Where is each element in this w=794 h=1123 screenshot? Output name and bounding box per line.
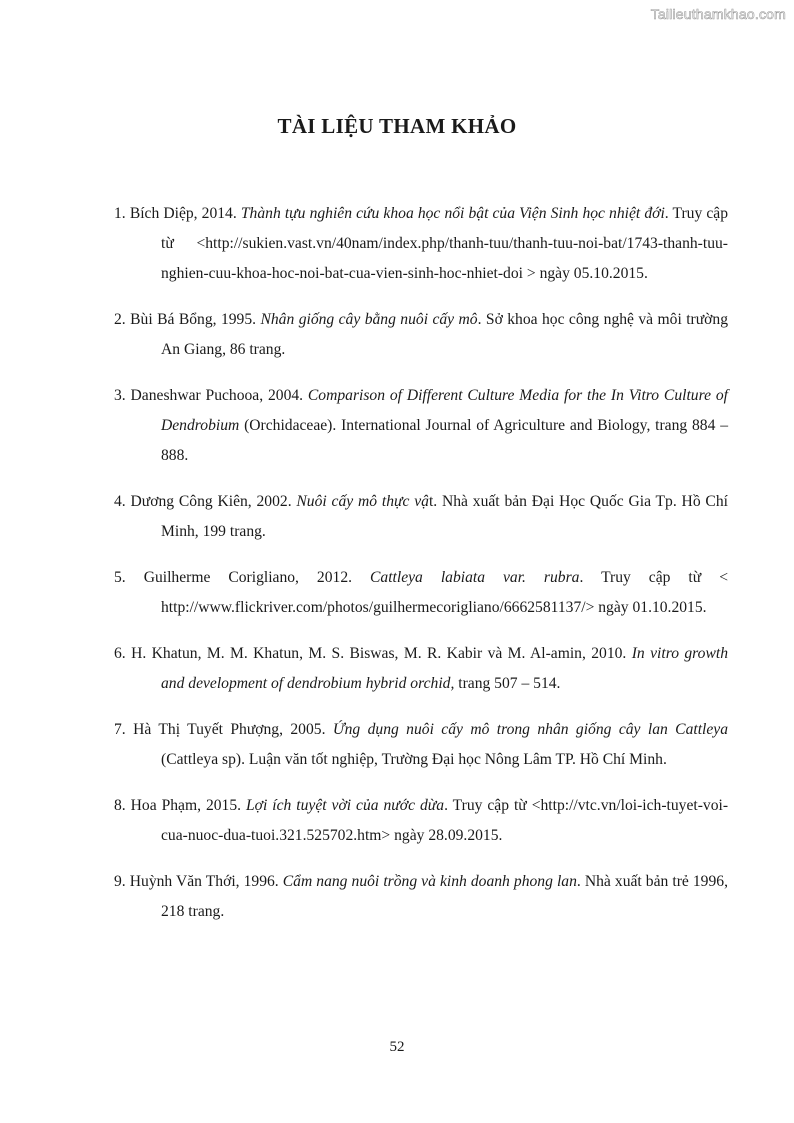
reference-authors: Hoa Phạm, 2015. bbox=[130, 797, 242, 814]
reference-authors: Daneshwar Puchooa, 2004. bbox=[130, 387, 304, 404]
reference-number: 3. bbox=[114, 387, 126, 404]
reference-list bbox=[114, 199, 728, 943]
reference-work-title: Cẩm nang nuôi trồng và kinh doanh phong lan bbox=[282, 873, 577, 890]
reference-item bbox=[114, 639, 728, 699]
watermark: Tailieuthamkhao.com bbox=[650, 6, 786, 22]
reference-authors: Dương Công Kiên, 2002. bbox=[130, 493, 292, 510]
reference-details: t. Nhà xuất bản Đại Học Quốc Gia Tp. Hồ Chí Minh, 199 trang. bbox=[161, 493, 728, 540]
reference-item bbox=[114, 715, 728, 775]
reference-number: 8. bbox=[114, 797, 126, 814]
reference-details: (Orchidaceae). International Journal of Agriculture and Biology, trang 884 – 888. bbox=[161, 417, 728, 464]
reference-work-title: Nhân giống cây bằng nuôi cấy mô bbox=[260, 311, 478, 328]
reference-details: . Sở khoa học công nghệ và môi trường An Giang, 86 trang. bbox=[161, 311, 729, 358]
reference-item bbox=[114, 563, 728, 623]
reference-details: . Truy cập từ <http://sukien.vast.vn/40nam/index.php/thanh-tuu/thanh-tuu-noi-bat/1743-thanh-tuu-nghien-cuu-khoa-hoc-noi-bat-cua-vien-sinh-hoc-nhiet-doi > ngày 05.10.2015. bbox=[161, 205, 729, 282]
reference-number: 1. bbox=[114, 205, 126, 222]
reference-work-title: Lợi ích tuyệt vời của nước dừa bbox=[246, 797, 445, 814]
reference-details: trang 507 – 514. bbox=[454, 675, 561, 692]
reference-authors: Bích Diệp, 2014. bbox=[129, 205, 237, 222]
reference-work-title: Thành tựu nghiên cứu khoa học nổi bật của Viện Sinh học nhiệt đới bbox=[240, 205, 665, 222]
reference-item bbox=[114, 791, 728, 851]
reference-work-title: In vitro growth and development of dendrobium hybrid orchid, bbox=[161, 645, 728, 692]
reference-number: 5. bbox=[114, 569, 126, 586]
reference-item bbox=[114, 381, 728, 471]
reference-details: . Truy cập từ <http://vtc.vn/loi-ich-tuyet-voi-cua-nuoc-dua-tuoi.321.525702.htm> ngày 28.09.2015. bbox=[161, 797, 729, 844]
reference-authors: H. Khatun, M. M. Khatun, M. S. Biswas, M. R. Kabir và M. Al-amin, 2010. bbox=[131, 645, 627, 662]
reference-item bbox=[114, 867, 728, 927]
page-title: TÀI LIỆU THAM KHẢO bbox=[277, 114, 517, 138]
reference-number: 6. bbox=[114, 645, 126, 662]
reference-number: 7. bbox=[114, 721, 126, 738]
reference-item bbox=[114, 305, 728, 365]
reference-authors: Hà Thị Tuyết Phượng, 2005. bbox=[133, 721, 326, 738]
reference-number: 2. bbox=[114, 311, 126, 328]
page-number: 52 bbox=[389, 1039, 405, 1055]
reference-authors: Huỳnh Văn Thới, 1996. bbox=[129, 873, 279, 890]
reference-number: 9. bbox=[114, 873, 126, 890]
reference-details: . Nhà xuất bản trẻ 1996, 218 trang. bbox=[161, 873, 728, 920]
reference-item bbox=[114, 487, 728, 547]
reference-work-title: Comparison of Different Culture Media for the In Vitro Culture of Dendrobium bbox=[161, 387, 728, 434]
reference-authors: Bùi Bá Bổng, 1995. bbox=[130, 311, 257, 328]
reference-details: (Cattleya sp). Luận văn tốt nghiệp, Trường Đại học Nông Lâm TP. Hồ Chí Minh. bbox=[161, 751, 667, 768]
reference-work-title: Cattleya labiata var. rubra bbox=[370, 569, 580, 586]
reference-details: . Truy cập từ < http://www.flickriver.com/photos/guilhermecorigliano/6662581137/> ngày 01.10.2015. bbox=[161, 569, 728, 616]
reference-work-title: Ứng dụng nuôi cấy mô trong nhân giống cây lan Cattleya bbox=[332, 721, 729, 738]
reference-item bbox=[114, 199, 728, 289]
reference-number: 4. bbox=[114, 493, 126, 510]
reference-authors: Guilherme Corigliano, 2012. bbox=[143, 569, 353, 586]
reference-work-title: Nuôi cấy mô thực vậ bbox=[296, 493, 429, 510]
